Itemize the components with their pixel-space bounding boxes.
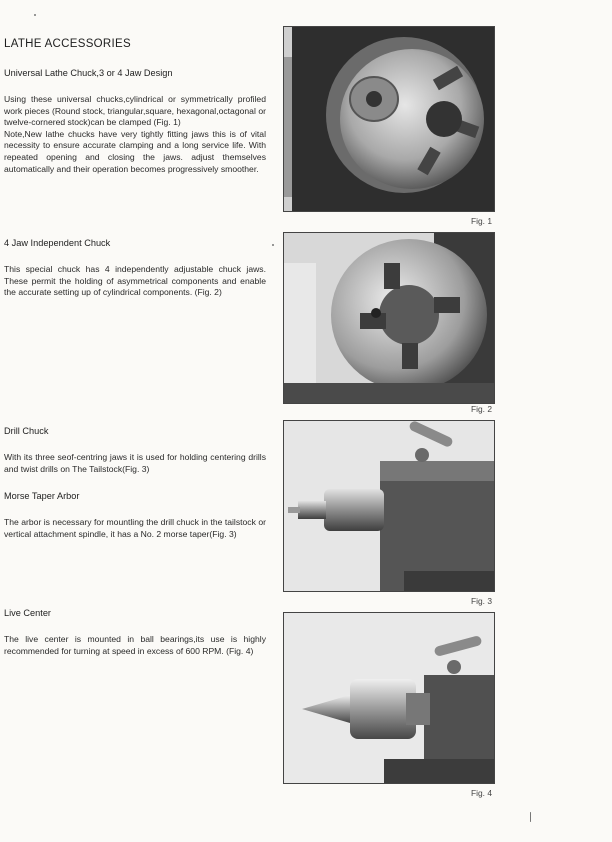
figure-1-photo bbox=[283, 26, 495, 212]
figure-2-photo bbox=[283, 232, 495, 404]
section-heading-live-center: Live Center bbox=[4, 608, 51, 618]
section-body-independent-chuck bbox=[4, 264, 266, 299]
section-heading-universal-chuck: Universal Lathe Chuck,3 or 4 Jaw Design bbox=[4, 68, 173, 78]
figure-4-photo bbox=[283, 612, 495, 784]
scan-speck bbox=[272, 244, 274, 246]
paragraph: Note,New lathe chucks have very tightly fitting jaws this is of vital necessity to ensure accurate clamping and a long service life. With repeated opening and closing the jaws. adjust themselves automatically and their operation becomes progressively smoother. bbox=[4, 128, 266, 174]
section-body-drill-chuck bbox=[4, 452, 266, 475]
paragraph: The live center is mounted in ball bearings,its use is highly recommended for turning at speed in excess of 600 RPM. (Fig. 4) bbox=[4, 634, 266, 656]
page-title: LATHE ACCESSORIES bbox=[4, 38, 131, 50]
figure-2-caption: Fig. 2 bbox=[471, 404, 492, 414]
figure-3-photo bbox=[283, 420, 495, 592]
paragraph: The arbor is necessary for mountling the drill chuck in the tailstock or vertical attachment spindle, it has a No. 2 morse taper(Fig. 3) bbox=[4, 517, 266, 539]
paragraph: Using these universal chucks,cylindrical or symmetrically profiled work pieces (Round stock, triangular,square, hexagonal,octagonal or twelve-cornered stock)can be clamped (Fig. 1) bbox=[4, 94, 266, 128]
figure-3-caption: Fig. 3 bbox=[471, 596, 492, 606]
figure-1-caption: Fig. 1 bbox=[471, 216, 492, 226]
scan-speck bbox=[34, 14, 36, 16]
scan-speck bbox=[530, 812, 531, 822]
section-body-morse-taper bbox=[4, 517, 266, 540]
paragraph: This special chuck has 4 independently adjustable chuck jaws. These permit the holding of asymmetrical components and enable the accurate setting up of cylindrical components. (Fig. 2) bbox=[4, 264, 266, 298]
section-heading-morse-taper: Morse Taper Arbor bbox=[4, 491, 80, 501]
section-heading-drill-chuck: Drill Chuck bbox=[4, 426, 49, 436]
section-body-live-center bbox=[4, 634, 266, 657]
paragraph: With its three seof-centring jaws it is used for holding centering drills and twist drills on The Tailstock(Fig. 3) bbox=[4, 452, 266, 474]
section-body-universal-chuck bbox=[4, 94, 266, 175]
section-heading-independent-chuck: 4 Jaw Independent Chuck bbox=[4, 238, 111, 248]
figure-4-caption: Fig. 4 bbox=[471, 788, 492, 798]
